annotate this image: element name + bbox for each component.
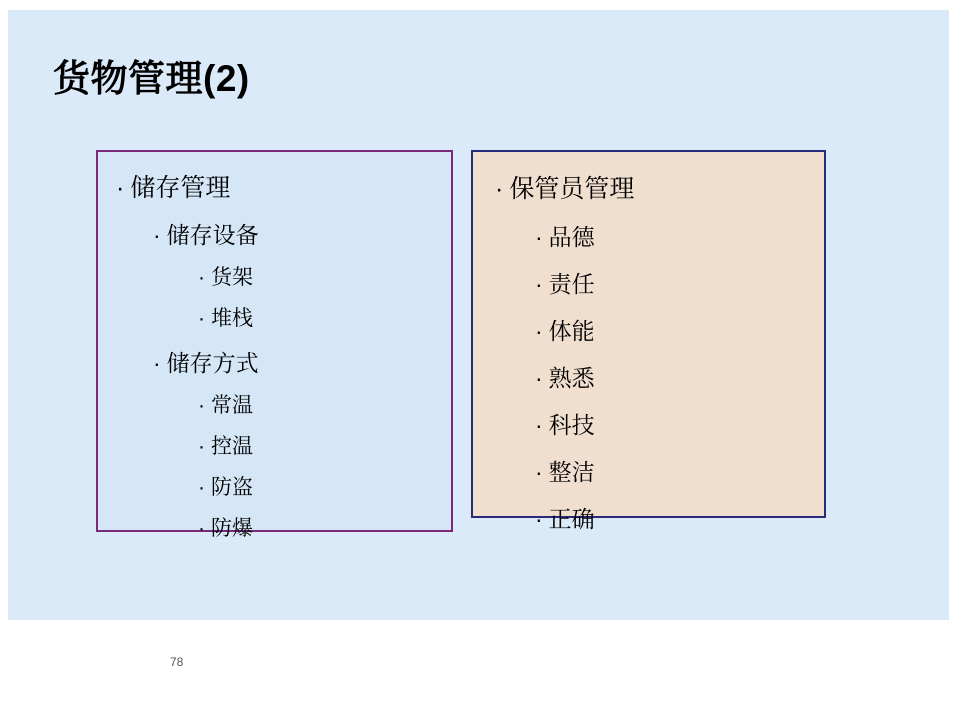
slide-canvas [8,10,949,620]
list-item-label: 货架 [211,266,253,289]
bullet-icon: · [198,435,205,458]
bullet-icon: · [535,506,543,532]
list-item [473,487,824,534]
list-item-label: 体能 [548,318,595,344]
bullet-icon: · [198,307,205,330]
storage-management-panel [96,150,453,540]
keeper-management-panel [471,150,826,532]
bullet-icon: · [198,266,205,289]
list-item-label: 保管员管理 [509,175,635,203]
bullet-icon: · [535,412,543,438]
list-item [473,299,824,346]
list-item-label: 防爆 [211,517,253,540]
list-item [98,332,451,378]
bullet-icon: · [153,222,161,248]
bullet-icon: · [198,517,205,540]
bullet-icon: · [198,476,205,499]
list-item-label: 常温 [211,394,253,417]
bullet-icon: · [535,459,543,485]
list-item-label: 正确 [548,506,595,532]
list-item-label: 储存设备 [166,222,259,248]
list-item [98,419,451,460]
list-item [98,250,451,291]
list-item-label: 控温 [211,435,253,458]
bullet-icon: · [535,365,543,391]
list-item [98,378,451,419]
list-item-label: 品德 [548,224,595,250]
bullet-icon: · [198,394,205,417]
list-item [473,440,824,487]
list-item [473,252,824,299]
list-item [473,346,824,393]
page-number: 78 [170,655,184,669]
list-item-label: 堆栈 [211,307,253,330]
bullet-icon: · [116,174,125,202]
list-item [98,204,451,250]
bullet-icon: · [495,175,504,203]
list-item-label: 整洁 [548,459,595,485]
bullet-icon: · [153,350,161,376]
list-item-label: 防盗 [211,476,253,499]
list-item [473,152,824,205]
bullet-icon: · [535,318,543,344]
bullet-icon: · [535,271,543,297]
list-item-label: 责任 [548,271,595,297]
list-item [473,393,824,440]
list-item [98,501,451,542]
list-item-label: 科技 [548,412,595,438]
list-item [98,152,451,204]
list-item-label: 熟悉 [548,365,595,391]
list-item [473,205,824,252]
list-item-label: 储存方式 [166,350,259,376]
list-item [98,291,451,332]
page-title: 货物管理(2) [53,58,250,99]
bullet-icon: · [535,224,543,250]
list-item-label: 储存管理 [130,174,231,202]
list-item [98,460,451,501]
